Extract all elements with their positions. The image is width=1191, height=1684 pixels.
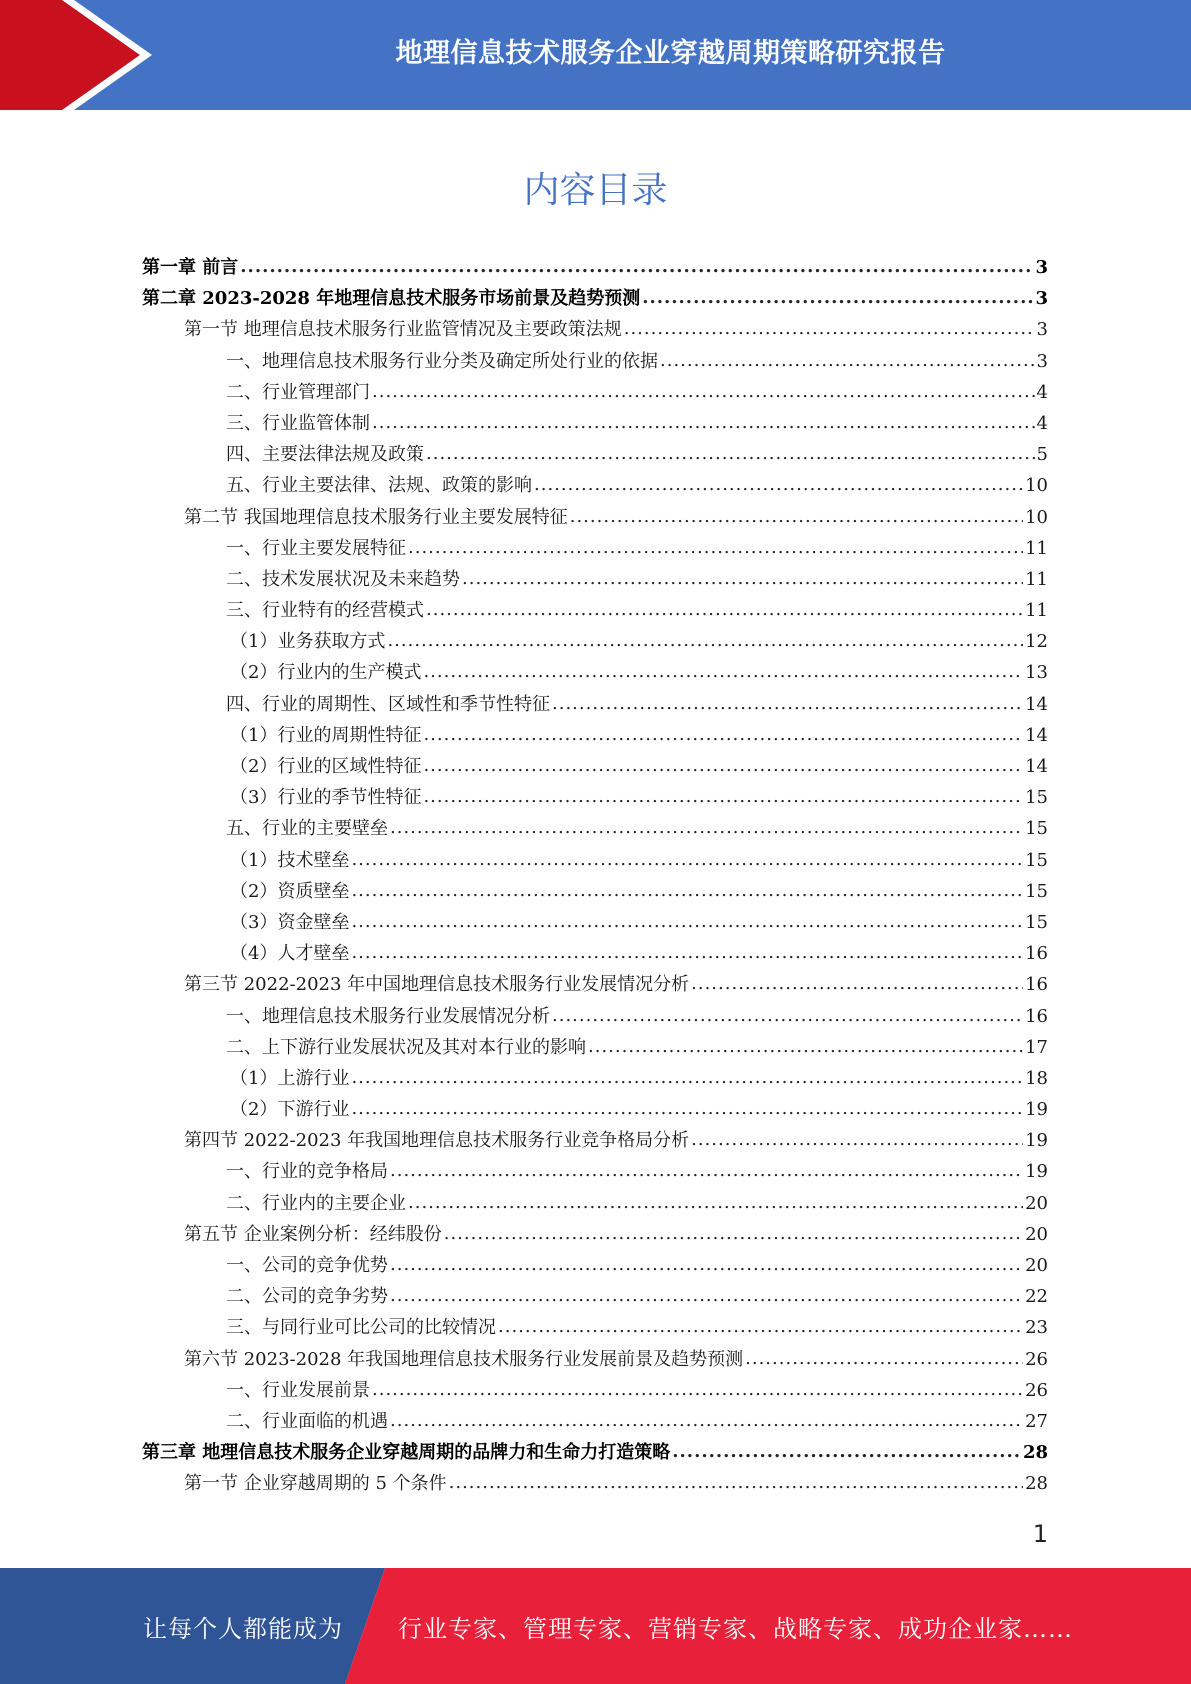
toc-entry-page: 19 [1025,1161,1048,1183]
toc-entry-label: 第一节 企业穿越周期的 5 个条件 [184,1473,447,1495]
toc-entry[interactable] [142,1282,1048,1313]
table-of-contents [142,253,1048,1501]
toc-entry[interactable] [142,1157,1048,1188]
toc-entry-page: 16 [1025,1005,1048,1027]
toc-entry-page: 26 [1025,1379,1048,1401]
toc-entry-label: 五、行业主要法律、法规、政策的影响 [226,475,532,497]
toc-entry-label: 第四节 2022-2023 年我国地理信息技术服务行业竞争格局分析 [184,1130,690,1152]
toc-entry[interactable] [142,814,1048,845]
toc-entry-page: 11 [1025,537,1048,559]
toc-heading: 内容目录 [523,170,668,211]
toc-entry[interactable] [142,752,1048,783]
toc-entry[interactable] [142,596,1048,627]
toc-dot-leader [351,880,1023,901]
toc-dot-leader [351,1067,1023,1088]
toc-entry-label: 一、地理信息技术服务行业发展情况分析 [226,1005,550,1027]
toc-entry[interactable] [142,1345,1048,1376]
toc-dot-leader [372,412,1035,433]
toc-entry-label: （1）上游行业 [230,1067,350,1089]
toc-entry-page: 12 [1025,631,1048,653]
toc-dot-leader [351,911,1023,932]
toc-dot-leader [588,1036,1023,1057]
toc-entry[interactable] [142,378,1048,409]
toc-entry-label: （3）行业的季节性特征 [230,787,422,809]
toc-entry-label: 二、行业管理部门 [226,381,370,403]
toc-dot-leader [444,1223,1023,1244]
toc-entry-label: 第六节 2023-2028 年我国地理信息技术服务行业发展前景及趋势预测 [184,1348,744,1370]
toc-entry[interactable] [142,1469,1048,1500]
toc-entry-page: 10 [1025,506,1048,528]
toc-entry-label: 第五节 企业案例分析：经纬股份 [184,1223,442,1245]
toc-entry-page: 14 [1025,693,1048,715]
toc-entry[interactable] [142,1220,1048,1251]
toc-entry-label: 第一节 地理信息技术服务行业监管情况及主要政策法规 [184,319,622,341]
toc-entry-page: 28 [1022,1442,1048,1464]
toc-entry-label: （4）人才壁垒 [230,943,350,965]
toc-entry-page: 4 [1036,381,1048,403]
toc-entry-page: 23 [1025,1317,1048,1339]
toc-entry[interactable] [142,939,1048,970]
toc-entry-label: 四、行业的周期性、区域性和季节性特征 [226,693,550,715]
toc-entry[interactable] [142,690,1048,721]
toc-entry-page: 15 [1025,787,1048,809]
toc-entry[interactable] [142,970,1048,1001]
toc-entry[interactable] [142,783,1048,814]
toc-entry-page: 10 [1025,475,1048,497]
toc-dot-leader [423,661,1023,682]
toc-entry-label: 一、公司的竞争优势 [226,1255,388,1276]
toc-entry[interactable] [142,315,1048,346]
toc-entry[interactable] [142,565,1048,596]
toc-entry[interactable] [142,1438,1048,1469]
toc-entry[interactable] [142,1189,1048,1220]
toc-dot-leader [745,1348,1023,1369]
toc-entry-page: 14 [1025,756,1048,777]
toc-entry-label: 三、与同行业可比公司的比较情况 [226,1317,496,1339]
toc-entry-label: （2）资质壁垒 [230,880,350,902]
toc-entry-label: 三、行业特有的经营模式 [226,600,424,622]
toc-entry-label: 五、行业的主要壁垒 [226,818,388,840]
toc-entry[interactable] [142,1002,1048,1033]
toc-dot-leader [423,786,1023,807]
toc-dot-leader [351,942,1023,963]
toc-entry-page: 3 [1035,257,1048,278]
toc-entry-page: 11 [1025,568,1048,590]
toc-dot-leader [624,318,1035,339]
footer-slogan-left: 让每个人都能成为 [143,1614,343,1643]
toc-entry-label: 第二节 我国地理信息技术服务行业主要发展特征 [184,506,568,528]
toc-dot-leader [672,1441,1021,1462]
toc-entry-label: 一、行业发展前景 [226,1379,370,1401]
toc-entry-page: 14 [1025,724,1048,746]
red-chevron-icon [0,0,160,110]
toc-dot-leader [426,443,1035,464]
toc-entry-page: 15 [1025,849,1048,871]
toc-dot-leader [552,693,1023,714]
toc-entry-page: 19 [1025,1099,1048,1121]
toc-entry-label: （2）行业的区域性特征 [230,756,422,777]
toc-entry-page: 16 [1025,974,1048,996]
toc-entry-page: 4 [1036,412,1048,434]
toc-entry-page: 19 [1025,1130,1048,1152]
toc-entry-label: （2）下游行业 [230,1099,350,1121]
toc-dot-leader [372,381,1035,402]
toc-dot-leader [660,350,1035,371]
toc-dot-leader [426,599,1023,620]
report-title: 地理信息技术服务企业穿越周期策略研究报告 [395,37,946,69]
toc-entry[interactable] [142,1126,1048,1157]
toc-dot-leader [351,849,1023,870]
toc-entry[interactable] [142,409,1048,440]
toc-dot-leader [390,1160,1023,1181]
toc-entry-page: 3 [1036,319,1048,341]
toc-entry[interactable] [142,1313,1048,1344]
toc-entry-label: 三、行业监管体制 [226,412,370,434]
toc-dot-leader [642,287,1033,308]
toc-entry-page: 26 [1025,1348,1048,1370]
toc-entry[interactable] [142,658,1048,689]
toc-dot-leader [691,1129,1023,1150]
toc-entry-page: 20 [1025,1255,1048,1276]
toc-dot-leader [408,1192,1023,1213]
toc-dot-leader [449,1472,1023,1493]
toc-entry-label: 二、上下游行业发展状况及其对本行业的影响 [226,1036,586,1058]
toc-entry-page: 3 [1036,350,1048,372]
toc-entry-label: 第三章 地理信息技术服务企业穿越周期的品牌力和生命力打造策略 [142,1442,671,1464]
toc-entry[interactable] [142,627,1048,658]
toc-entry-page: 27 [1025,1410,1048,1432]
toc-entry-label: 四、主要法律法规及政策 [226,444,424,466]
toc-entry[interactable] [142,347,1048,378]
toc-entry-page: 15 [1025,880,1048,902]
toc-entry-label: 第二章 2023-2028 年地理信息技术服务市场前景及趋势预测 [142,288,641,310]
toc-entry-page: 13 [1025,662,1048,684]
toc-entry-label: 第一章 前言 [142,257,239,278]
toc-dot-leader [423,724,1023,745]
toc-entry[interactable] [142,1407,1048,1438]
toc-entry[interactable] [142,534,1048,565]
toc-entry-label: 一、行业主要发展特征 [226,537,406,559]
toc-dot-leader [390,1285,1023,1306]
toc-entry[interactable] [142,1251,1048,1282]
toc-entry-label: （1）行业的周期性特征 [230,724,422,746]
toc-dot-leader [390,1410,1023,1431]
toc-entry-page: 15 [1025,911,1048,933]
toc-entry-page: 15 [1025,818,1048,840]
toc-entry[interactable] [142,440,1048,471]
toc-dot-leader [552,1005,1023,1026]
toc-entry-label: 二、公司的竞争劣势 [226,1286,388,1308]
toc-entry-label: （2）行业内的生产模式 [230,662,422,684]
toc-entry-page: 17 [1025,1036,1048,1058]
toc-dot-leader [498,1316,1023,1337]
toc-dot-leader [570,506,1023,527]
page-number: 1 [1032,1520,1048,1548]
toc-entry[interactable] [142,284,1048,315]
toc-entry-label: （1）业务获取方式 [230,631,386,653]
toc-dot-leader [691,973,1023,994]
report-header-band [0,0,1191,110]
toc-dot-leader [372,1379,1023,1400]
toc-entry[interactable] [142,471,1048,502]
toc-entry-page: 20 [1025,1223,1048,1245]
toc-dot-leader [408,537,1023,558]
toc-entry[interactable] [142,877,1048,908]
toc-entry[interactable] [142,908,1048,939]
toc-dot-leader [534,474,1023,495]
toc-dot-leader [387,630,1023,651]
toc-entry-page: 18 [1025,1067,1048,1089]
toc-entry-page: 5 [1036,444,1048,466]
toc-entry-label: 一、地理信息技术服务行业分类及确定所处行业的依据 [226,350,658,372]
toc-entry-page: 28 [1025,1473,1048,1495]
toc-entry[interactable] [142,503,1048,534]
toc-entry-label: 二、行业内的主要企业 [226,1192,406,1214]
toc-entry-page: 22 [1025,1286,1048,1308]
toc-entry-page: 11 [1025,600,1048,622]
toc-entry-label: 二、行业面临的机遇 [226,1410,388,1432]
toc-entry-label: （1）技术壁垒 [230,849,350,871]
toc-entry[interactable] [142,846,1048,877]
toc-entry[interactable] [142,721,1048,752]
toc-entry-label: 第三节 2022-2023 年中国地理信息技术服务行业发展情况分析 [184,974,690,996]
toc-entry-label: 一、行业的竞争格局 [226,1161,388,1183]
toc-entry[interactable] [142,1095,1048,1126]
toc-entry-page: 16 [1025,943,1048,965]
toc-dot-leader [390,817,1023,838]
toc-dot-leader [351,1098,1023,1119]
toc-dot-leader [423,755,1023,776]
toc-entry-page: 3 [1035,288,1048,310]
toc-dot-leader [240,256,1033,277]
toc-dot-leader [462,568,1023,589]
toc-entry[interactable] [142,1033,1048,1064]
toc-entry[interactable] [142,1064,1048,1095]
toc-entry[interactable] [142,253,1048,284]
toc-entry-page: 20 [1025,1192,1048,1214]
toc-entry-label: 二、技术发展状况及未来趋势 [226,568,460,590]
toc-entry-label: （3）资金壁垒 [230,911,350,933]
footer-band [0,1568,1191,1684]
toc-dot-leader [390,1254,1023,1275]
toc-entry[interactable] [142,1376,1048,1407]
footer-slogan-right: 行业专家、管理专家、营销专家、战略专家、成功企业家…… [398,1614,1073,1643]
